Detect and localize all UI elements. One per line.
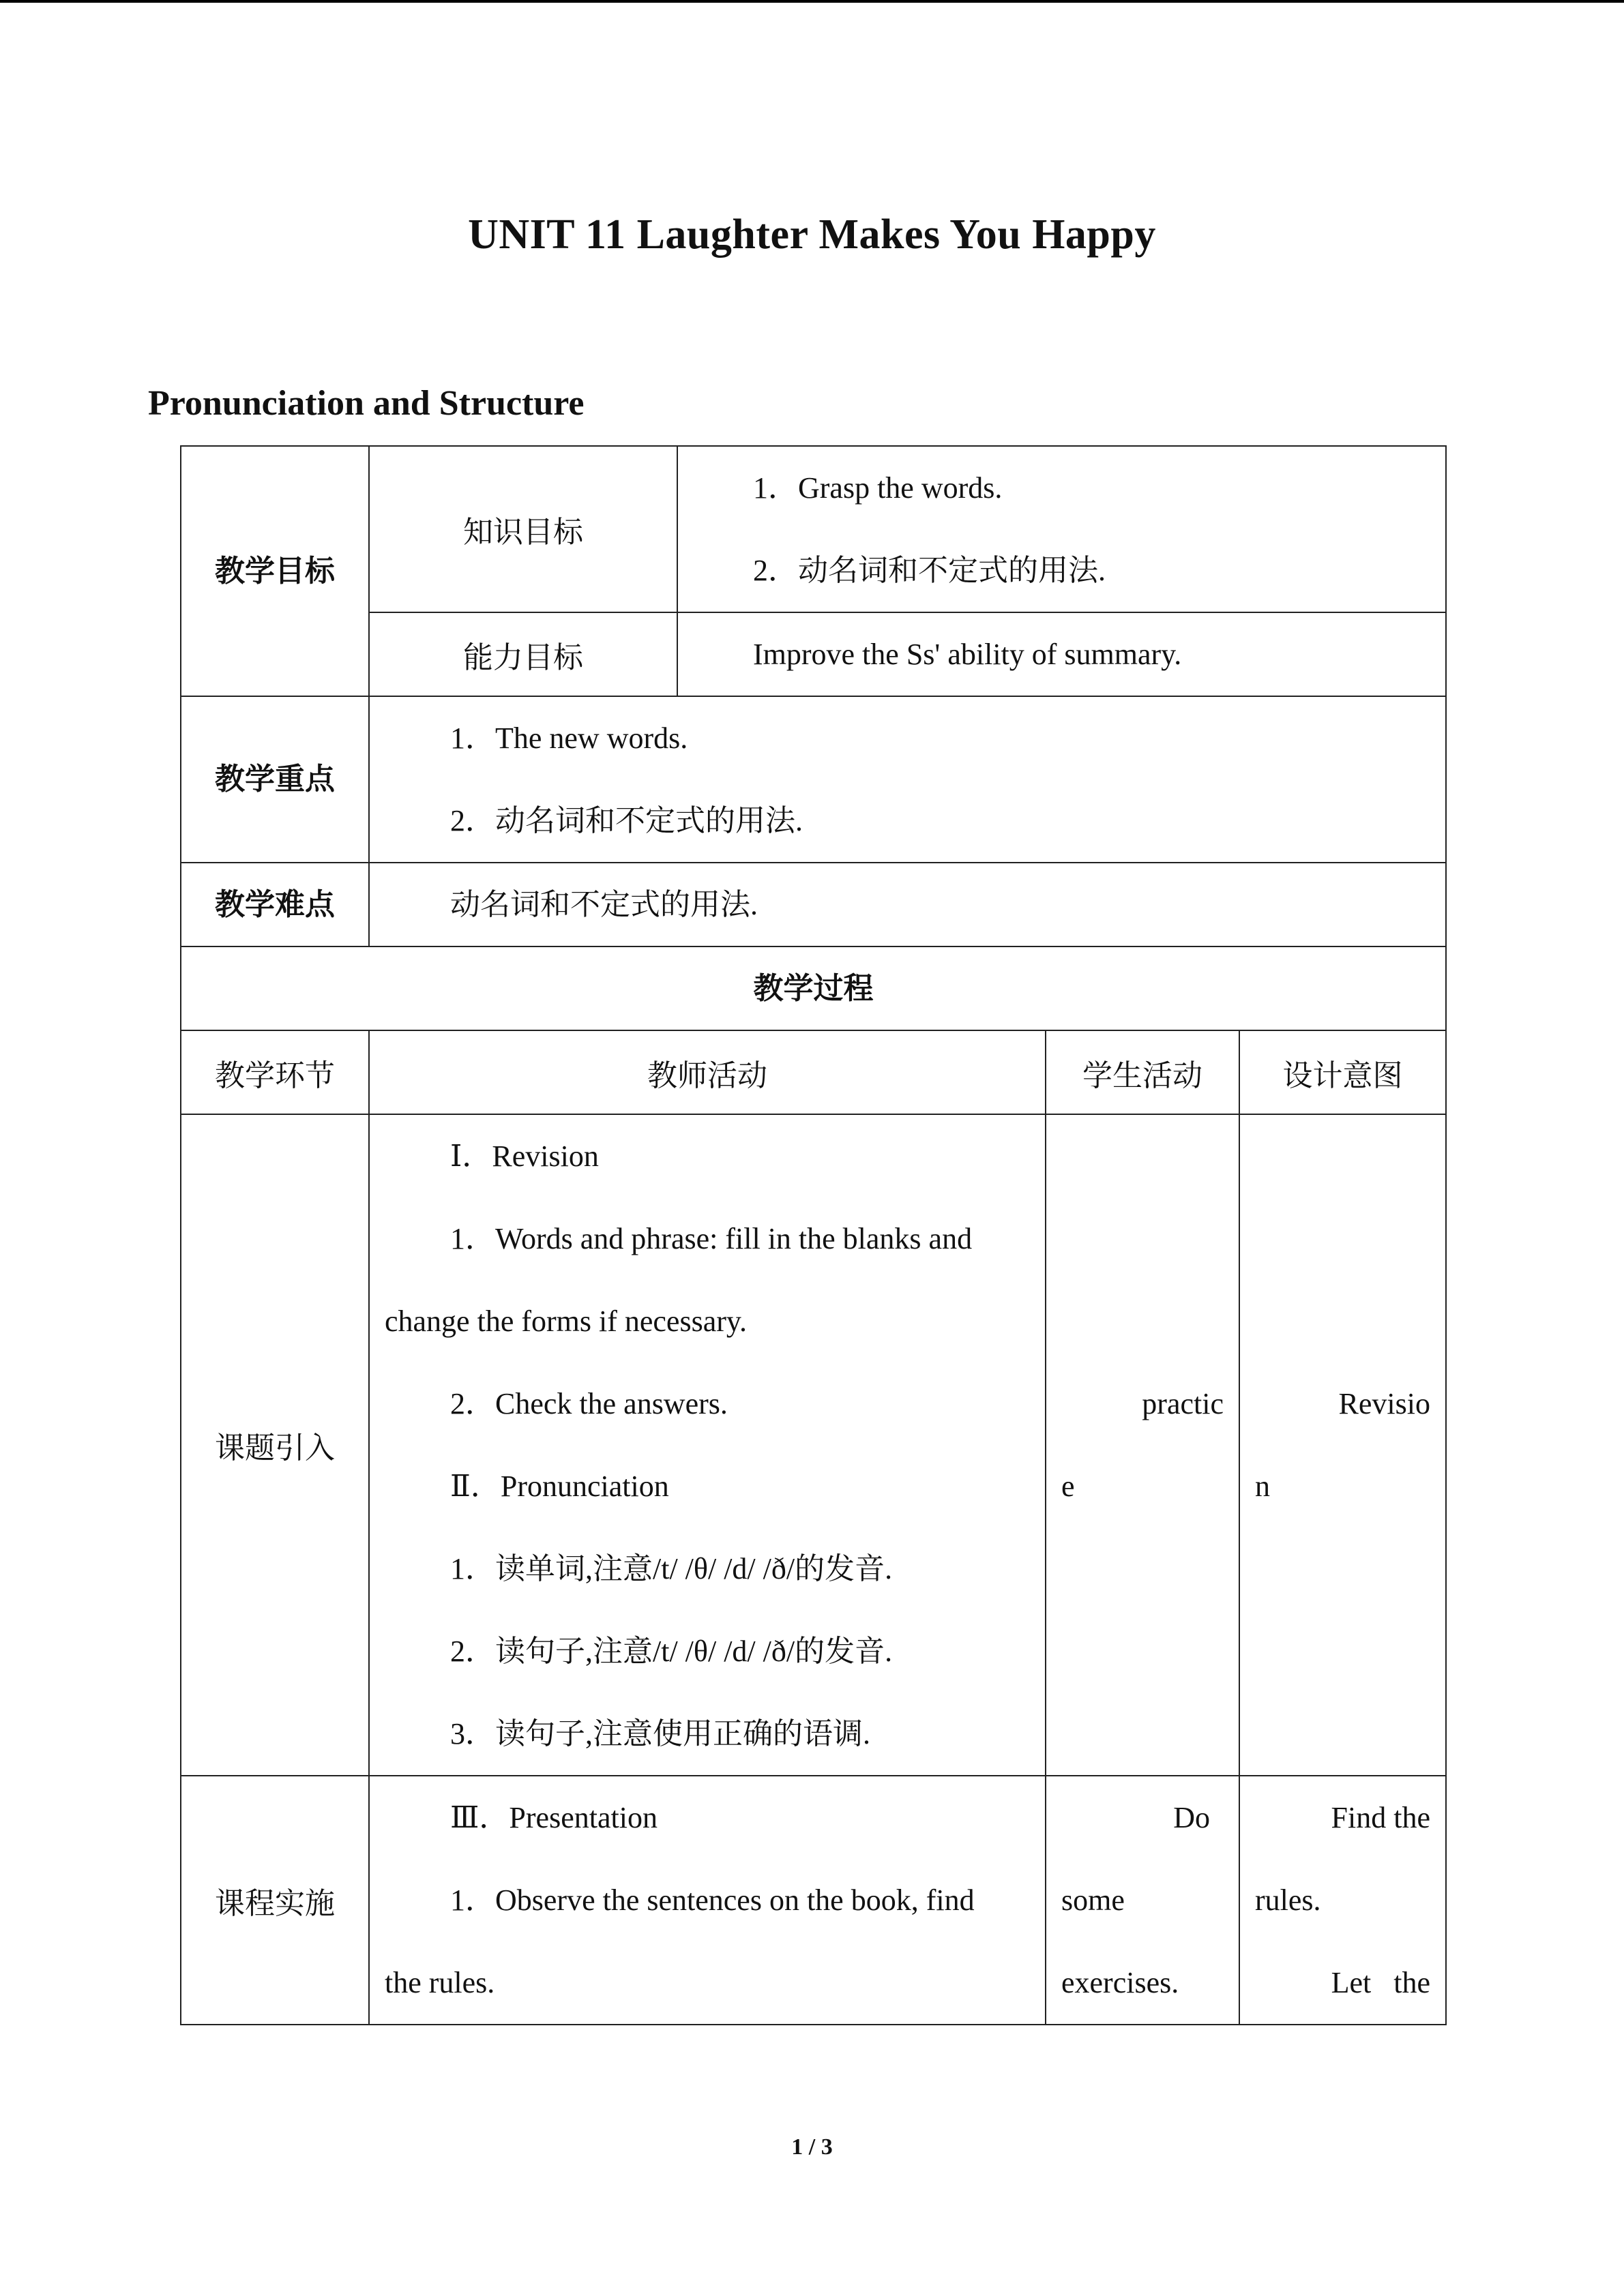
teacher-activity [369, 1776, 1046, 2025]
design-intent [1239, 1776, 1446, 2025]
teacher-line: 1．Observe the sentences on the book, find [450, 1883, 975, 1917]
document-title: UNIT 11 Laughter Makes You Happy [468, 211, 1156, 258]
intent-line: Let the [1331, 1966, 1430, 1999]
stage-label: 课题引入 [181, 1114, 369, 1776]
intent-line: n [1255, 1470, 1270, 1503]
objectives-row-knowledge [181, 446, 1446, 612]
column-header-teacher: 教师活动 [369, 1030, 1046, 1114]
teacher-line: Ⅱ．Pronunciation [450, 1470, 669, 1503]
page-number: 1 / 3 [791, 2134, 833, 2160]
knowledge-goal-label: 知识目标 [369, 446, 677, 612]
student-line: e [1061, 1470, 1075, 1503]
teacher-line: Ⅲ．Presentation [450, 1801, 658, 1834]
design-intent [1239, 1114, 1446, 1776]
key-points-items [369, 696, 1446, 863]
difficult-points-row [181, 863, 1446, 946]
teacher-line: Ⅰ．Revision [450, 1139, 599, 1173]
process-row-implementation [181, 1776, 1446, 2025]
knowledge-item: 2．动名词和不定式的用法. [753, 554, 1106, 587]
intent-line: rules. [1255, 1883, 1321, 1917]
objectives-label: 教学目标 [181, 446, 369, 696]
top-border-line [0, 0, 1624, 3]
student-line: exercises. [1061, 1966, 1179, 1999]
process-columns-row [181, 1030, 1446, 1114]
key-point-item: 2．动名词和不定式的用法. [450, 804, 803, 837]
teacher-line: 2．读句子,注意/t/ /θ/ /d/ /ð/的发音. [450, 1635, 893, 1668]
difficult-point-text: 动名词和不定式的用法. [450, 888, 758, 921]
student-activity [1046, 1776, 1239, 2025]
key-point-item: 1．The new words. [450, 721, 688, 755]
student-line: practic [1142, 1387, 1224, 1420]
intent-line: Find the [1331, 1801, 1430, 1834]
teacher-line: 1．Words and phrase: fill in the blanks and [450, 1222, 973, 1255]
lesson-plan-table [180, 445, 1447, 2025]
section-title: Pronunciation and Structure [148, 384, 585, 423]
column-header-stage: 教学环节 [181, 1030, 369, 1114]
column-header-student: 学生活动 [1046, 1030, 1239, 1114]
ability-text: Improve the Ss' ability of summary. [753, 638, 1182, 671]
teacher-line: 3．读句子,注意使用正确的语调. [450, 1717, 870, 1750]
column-header-intent: 设计意图 [1239, 1030, 1446, 1114]
knowledge-item: 1．Grasp the words. [753, 471, 1003, 505]
process-row-introduction [181, 1114, 1446, 1776]
difficult-points-label: 教学难点 [181, 863, 369, 946]
student-line: Do [1173, 1801, 1210, 1834]
ability-goal-label: 能力目标 [369, 612, 677, 696]
teacher-line: 2．Check the answers. [450, 1387, 728, 1420]
teacher-line: 1．读单词,注意/t/ /θ/ /d/ /ð/的发音. [450, 1552, 893, 1585]
process-heading-row [181, 946, 1446, 1030]
teacher-activity [369, 1114, 1046, 1776]
student-activity [1046, 1114, 1239, 1776]
ability-goal-text [677, 612, 1446, 696]
intent-line: Revisio [1338, 1387, 1430, 1420]
teacher-line: the rules. [385, 1966, 495, 1999]
knowledge-goal-items [677, 446, 1446, 612]
process-heading: 教学过程 [181, 946, 1446, 1030]
stage-label: 课程实施 [181, 1776, 369, 2025]
objectives-row-ability [181, 612, 1446, 696]
difficult-points-text-cell [369, 863, 1446, 946]
teacher-line: change the forms if necessary. [385, 1304, 748, 1338]
key-points-row [181, 696, 1446, 863]
key-points-label: 教学重点 [181, 696, 369, 863]
student-line: some [1061, 1883, 1125, 1917]
